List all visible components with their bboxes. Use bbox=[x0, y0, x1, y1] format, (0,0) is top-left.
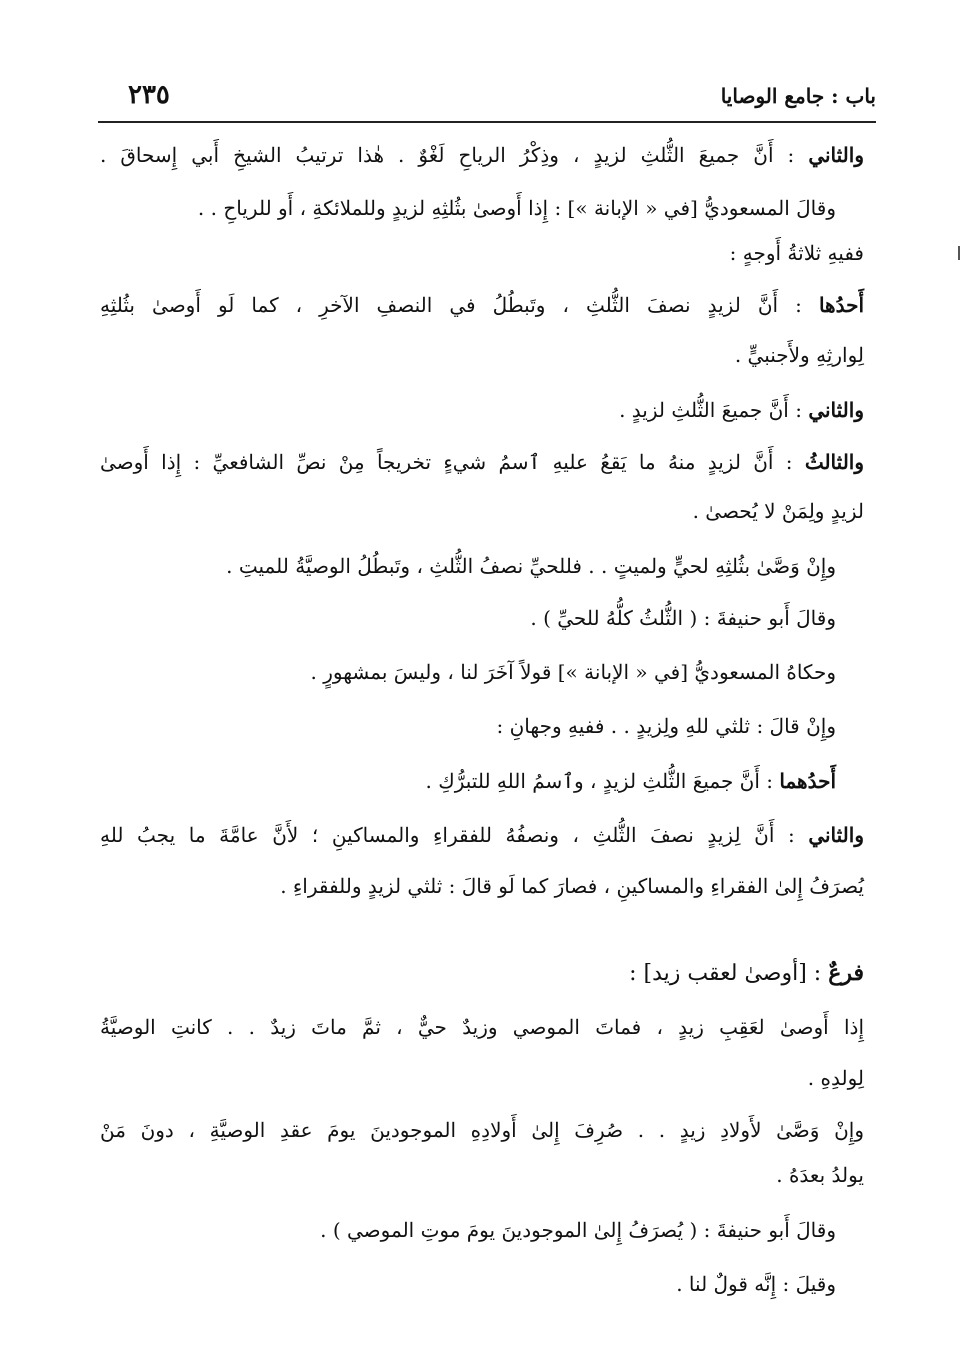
chapter-title: باب : جامع الوصايا bbox=[720, 84, 876, 108]
line-lead: أَحدُها bbox=[818, 293, 864, 317]
line-text: وإِنْ وَصَّىٰ لأَولادِ زيدٍ . . صُرِفَ إِلىٰ أَولادِهِ الموجودينَ يومَ عقدِ الوصيَّةِ ، دونَ مَنْ bbox=[100, 1118, 864, 1142]
line-text: لِولدِهِ . bbox=[807, 1066, 864, 1090]
page-number: ٢٣٥ bbox=[128, 80, 170, 110]
section-heading-lead: فرعٌ bbox=[828, 960, 864, 986]
text-line-11 bbox=[311, 657, 837, 687]
margin-mark bbox=[958, 246, 960, 260]
text-line-9 bbox=[226, 551, 836, 581]
line-text: لزيدٍ ولِمَنْ لا يُحصىٰ . bbox=[692, 499, 864, 523]
line-text: : أَنَّ لزيدٍ منهُ ما يَقعُ عليهِ ٱسمُ شيءٍ تخريجاً مِنْ نصِّ الشافعيِّ : إِذا أَوصىٰ bbox=[100, 450, 805, 474]
text-line-8 bbox=[693, 496, 864, 526]
line-text: وقالَ المسعوديُّ [في « الإبانة »] : إِذا أَوصىٰ بثُلثِهِ لزيدٍ وللملائكةِ ، أَو للرياحِ . . bbox=[197, 196, 836, 220]
line-text: : أَنَّ جميعَ الثُّلثِ لزيدٍ ، وٱسمُ اللهِ للتبرُّكِ . bbox=[425, 769, 780, 793]
text-line-22 bbox=[676, 1269, 836, 1299]
line-text: : أَنَّ لزيدٍ نصفَ الثُّلثِ ، وتَبطُلُ في النصفِ الآخرِ ، كما لَو أَوصىٰ بثُلثِهِ bbox=[100, 293, 819, 317]
line-text: : أَنَّ لِزيدٍ نصفَ الثُّلثِ ، ونصفُهُ للفقراءِ والمساكينِ ؛ لأَنَّ عامَّةَ ما يجبُ للهِ bbox=[100, 823, 809, 847]
text-line-5 bbox=[735, 340, 864, 370]
section-heading-text: : [أوصىٰ لعقب زيد] : bbox=[629, 961, 829, 986]
line-text: وقيلَ : إِنَّه قولٌ لنا . bbox=[676, 1272, 836, 1296]
text-line-20 bbox=[776, 1160, 864, 1190]
section-heading bbox=[629, 958, 864, 989]
line-lead: والثاني bbox=[808, 398, 864, 422]
line-lead: والثاني bbox=[808, 823, 864, 847]
line-text: وإِنْ قالَ : ثلثي للهِ ولِزيدٍ . . ففيهِ وجهانِ : bbox=[496, 714, 836, 738]
running-header bbox=[98, 78, 876, 118]
line-text: وحكاهُ المسعوديُّ [في « الإبانة »] قولاً آخَرَ لنا ، وليسَ بمشهورٍ . bbox=[310, 660, 836, 684]
text-line-14 bbox=[100, 820, 864, 850]
text-line-18 bbox=[808, 1063, 864, 1093]
line-text: وقالَ أَبو حنيفةَ : ( الثُّلثُ كلُّهُ للحيِّ ) . bbox=[530, 606, 836, 630]
text-line-6 bbox=[619, 395, 864, 425]
text-line-12 bbox=[497, 711, 837, 741]
line-lead: والثالثُ bbox=[804, 450, 864, 474]
text-line-4 bbox=[100, 290, 864, 320]
text-line-21 bbox=[320, 1215, 836, 1245]
line-lead: أَحدُهما bbox=[779, 769, 836, 793]
line-text: ففيهِ ثلاثةُ أَوجهٍ : bbox=[729, 241, 864, 265]
text-line-17 bbox=[100, 1012, 864, 1042]
line-text: وقالَ أَبو حنيفةَ : ( يُصرَفُ إِلىٰ الموجودينَ يومَ موتِ الموصي ) . bbox=[320, 1218, 836, 1242]
header-rule bbox=[98, 121, 876, 123]
line-lead: والثاني bbox=[808, 143, 864, 167]
text-line-3 bbox=[730, 238, 864, 268]
text-line-15 bbox=[280, 871, 864, 901]
line-text: لِوارثِهِ ولأَجنبيٍّ . bbox=[734, 343, 864, 367]
line-text: : أَنَّ جميعَ الثُّلثِ لزيدٍ ، وذِكْرُ الرياحِ لَغْوٌ . هٰذا ترتيبُ الشيخِ أَبي إِسحاقَ . bbox=[100, 143, 809, 167]
text-line-7 bbox=[100, 447, 864, 477]
text-line-13 bbox=[426, 766, 836, 796]
line-text: وإِنْ وَصَّىٰ بثُلثِهِ لحيٍّ ولميتٍ . . فللحيِّ نصفُ الثُّلثِ ، وتَبطُلُ الوصيَّةُ للميتِ . bbox=[226, 554, 836, 578]
line-text: إِذا أَوصىٰ لعَقِبِ زيدٍ ، فماتَ الموصي وزيدٌ حيٌّ ، ثمَّ ماتَ زيدٌ . . كانتِ الوصيَّةُ bbox=[100, 1015, 864, 1039]
text-line-10 bbox=[530, 603, 836, 633]
text-line-19 bbox=[100, 1115, 864, 1145]
line-text: يُصرَفُ إِلىٰ الفقراءِ والمساكينِ ، فصارَ كما لَو قالَ : ثلثي لزيدٍ وللفقراءِ . bbox=[280, 874, 864, 898]
line-text: يولدُ بعدَهُ . bbox=[776, 1163, 864, 1187]
text-line-2 bbox=[198, 193, 836, 223]
text-line-1 bbox=[100, 140, 864, 170]
line-text: : أَنَّ جميعَ الثُّلثِ لزيدٍ . bbox=[619, 398, 809, 422]
